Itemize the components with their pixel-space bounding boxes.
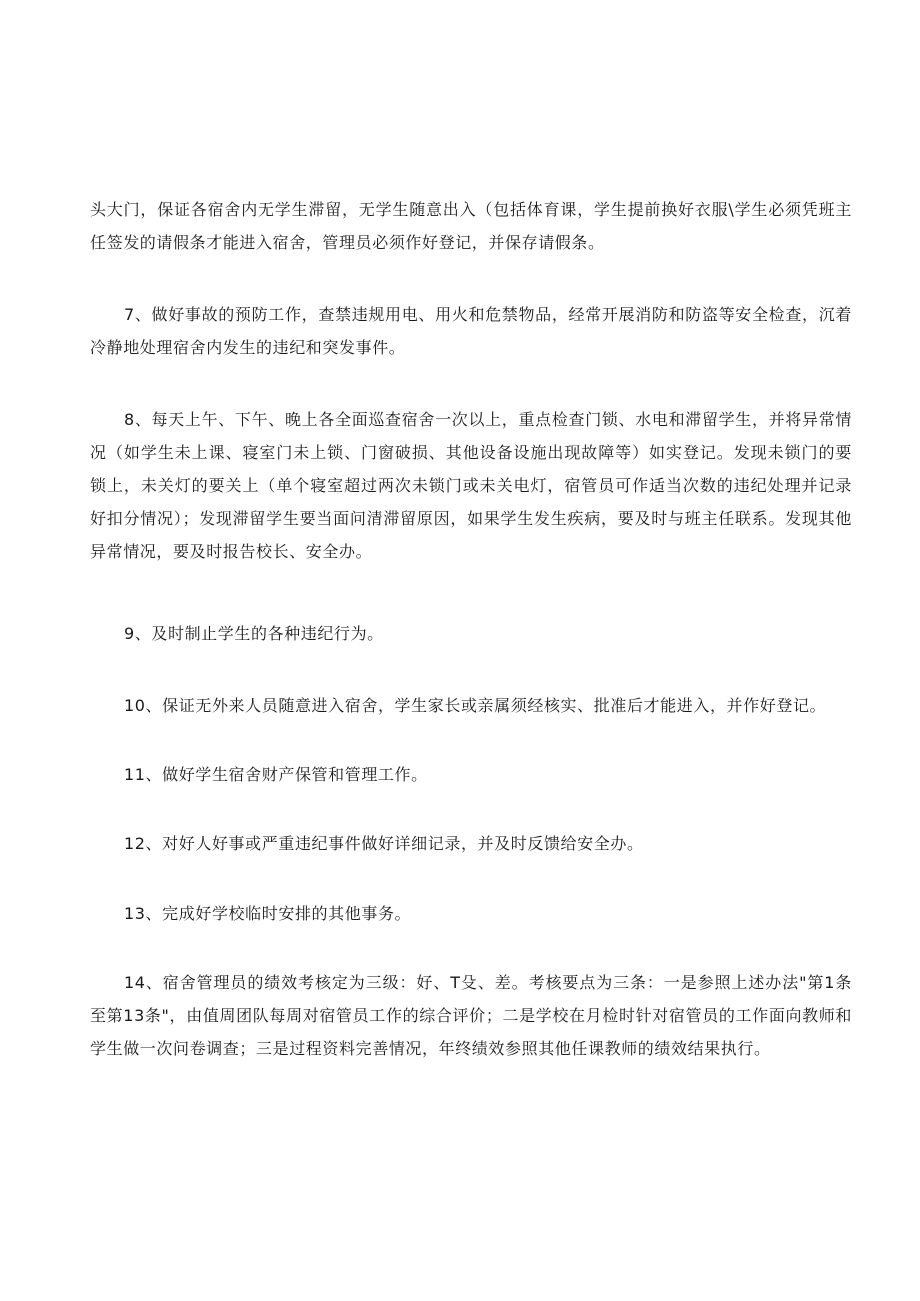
paragraph-item-9: 9、及时制止学生的各种违纪行为。 xyxy=(124,624,384,643)
paragraph-item-7: 7、做好事故的预防工作，查禁违规用电、用火和危禁物品，经常开展消防和防盗等安全检查，沉着冷静地处理宿舍内发生的违纪和突发事件。 xyxy=(90,305,852,357)
paragraph-item-11: 11、做好学生宿舍财产保管和管理工作。 xyxy=(124,765,428,784)
paragraph-continuation: 头大门，保证各宿舍内无学生滞留，无学生随意出入（包括体育课，学生提前换好衣服\学生必须凭班主任签发的请假条才能进入宿舍，管理员必须作好登记，并保存请假条。 xyxy=(90,200,852,252)
paragraph-item-13: 13、完成好学校临时安排的其他事务。 xyxy=(124,904,412,923)
paragraph-item-10: 10、保证无外来人员随意进入宿舍，学生家长或亲属须经核实、批准后才能进入，并作好登记。 xyxy=(124,696,827,715)
paragraph-item-8: 8、每天上午、下午、晚上各全面巡查宿舍一次以上，重点检查门锁、水电和滞留学生，并将异常情况（如学生未上课、寝室门未上锁、门窗破损、其他设备设施出现故障等）如实登记。发现未锁门的要锁上，未关灯的要关上（单个寝室超过两次未锁门或未关电灯，宿管员可作适当次数的违纪处理并记录好扣分情况）；发现滞留学生要当面问清滞留原因，如果学生发生疾病，要及时与班主任联系。发现其他异常情况，要及时报告校长、安全办。 xyxy=(90,410,852,561)
paragraph-item-12: 12、对好人好事或严重违纪事件做好详细记录，并及时反馈给安全办。 xyxy=(124,834,644,853)
paragraph-item-14: 14、宿舍管理员的绩效考核定为三级：好、T殳、差。考核要点为三条：一是参照上述办法"第1条至第13条"，由值周团队每周对宿管员工作的综合评价；二是学校在月检时针对宿管员的工作面向教师和学生做一次问卷调查；三是过程资料完善情况，年终绩效参照其他任课教师的绩效结果执行。 xyxy=(90,973,852,1058)
